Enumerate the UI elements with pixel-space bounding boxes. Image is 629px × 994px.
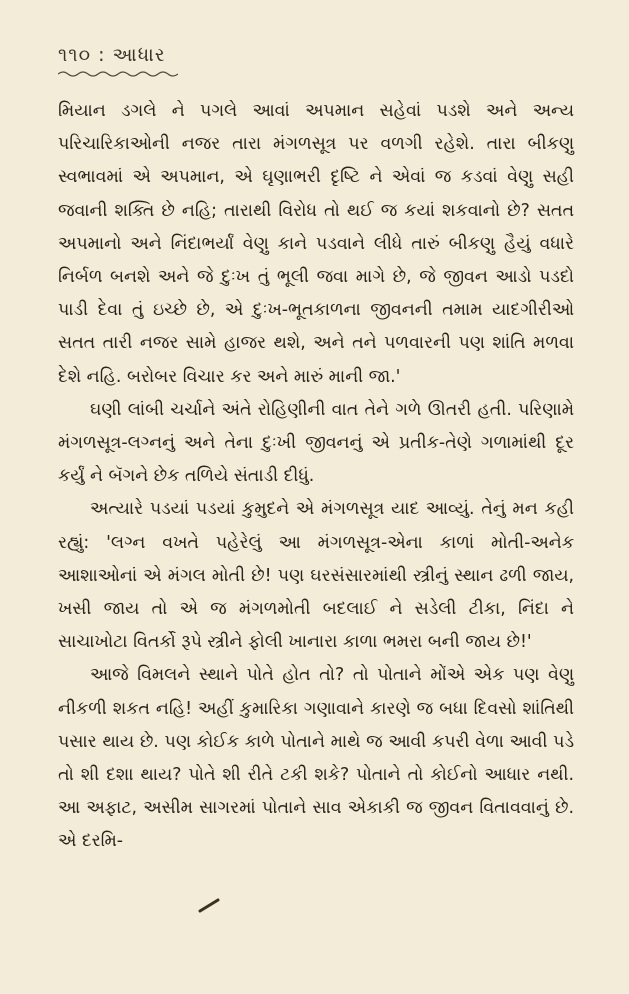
header-wavy-rule — [58, 70, 178, 78]
paragraph: મિયાન ડગલે ને પગલે આવાં અપમાન સહેવાં પડશે અને અન્ય પરિચારિકાઓની નજર તારા મંગળસૂત્ર પર વળગી રહેશે. તારા બીકણુ સ્વભાવમાં એ અપમાન, એ ઘૃણાભરી દૃષ્ટિ ને એવાં જ કડવાં વેણુ સહી જવાની શક્તિ છે નહિ; તારાથી વિરોધ તો થઈ જ કયાં શકવાનો છે? સતત અપમાનો અને નિંદાભર્યાં વેણુ કાને પડવાને લીધે તારું બીકણુ હૈયું વધારે નિર્બળ બનશે અને જે દુઃખ તું ભૂલી જવા માગે છે, જે જીવન આડો પડદો પાડી દેવા તું ઇચ્છે છે, એ દુઃખ-ભૂતકાળના જીવનની તમામ યાદગીરીઓ સતત તારી નજર સામે હાજર થશે, અને તને પળવારની પણ શાંતિ મળવા દેશે નહિ. બરોબર વિચાર કર અને મારું માની જા.' — [58, 101, 574, 387]
body-text — [58, 95, 574, 859]
pencil-mark — [198, 897, 224, 913]
paragraph: અત્યારે પડયાં પડયાં કુમુદને એ મંગળસૂત્ર યાદ આવ્યું. તેનું મન કહી રહ્યું: 'લગ્ન વખતે પહેરેલું આ મંગળસૂત્ર-એના કાળાં મોતી-અનેક આશાઓનાં એ મંગલ મોતી છે! પણ ઘરસંસારમાંથી સ્ત્રીનું સ્થાન ઢળી જાય, ખસી જાય તો એ જ મંગળમોતી બદલાઈ ને સડેલી ટીકા, નિંદા ને સાચાખોટા વિતર્કો રૂપે સ્ત્રીને ફોલી ખાનારા કાળા ભમરા બની જાય છે!' — [58, 499, 574, 653]
paragraph: આજે વિમલને સ્થાને પોતે હોત તો? તો પોતાને મોંએ એક પણ વેણુ નીકળી શકત નહિ! અહીં કુમારિકા ગણાવાને કારણે જ બધા દિવસો શાંતિથી પસાર થાય છે. પણ કોઈક કાળે પોતાને માથે જ આવી કપરી વેળા આવી પડે તો શી દશા થાય? પોતે શી રીતે ટકી શકે? પોતાને તો કોઈનો આધાર નથી. આ અફાટ, અસીમ સાગરમાં પોતાને સાવ એકાકી જ જીવન વિતાવવાનું છે. એ દરમિ- — [58, 665, 574, 852]
running-head: ૧૧૦ : આધાર — [58, 44, 166, 66]
paragraph: ઘણી લાંબી ચર્ચાને અંતે રોહિણીની વાત તેને ગળે ઊતરી હતી. પરિણામે મંગળસૂત્ર-લગ્નનું અને તેના દુઃખી જીવનનું એ પ્રતીક-તેણે ગળામાંથી દૂર કર્યું ને બૅગને છેક તળિયે સંતાડી દીધું. — [58, 399, 574, 487]
